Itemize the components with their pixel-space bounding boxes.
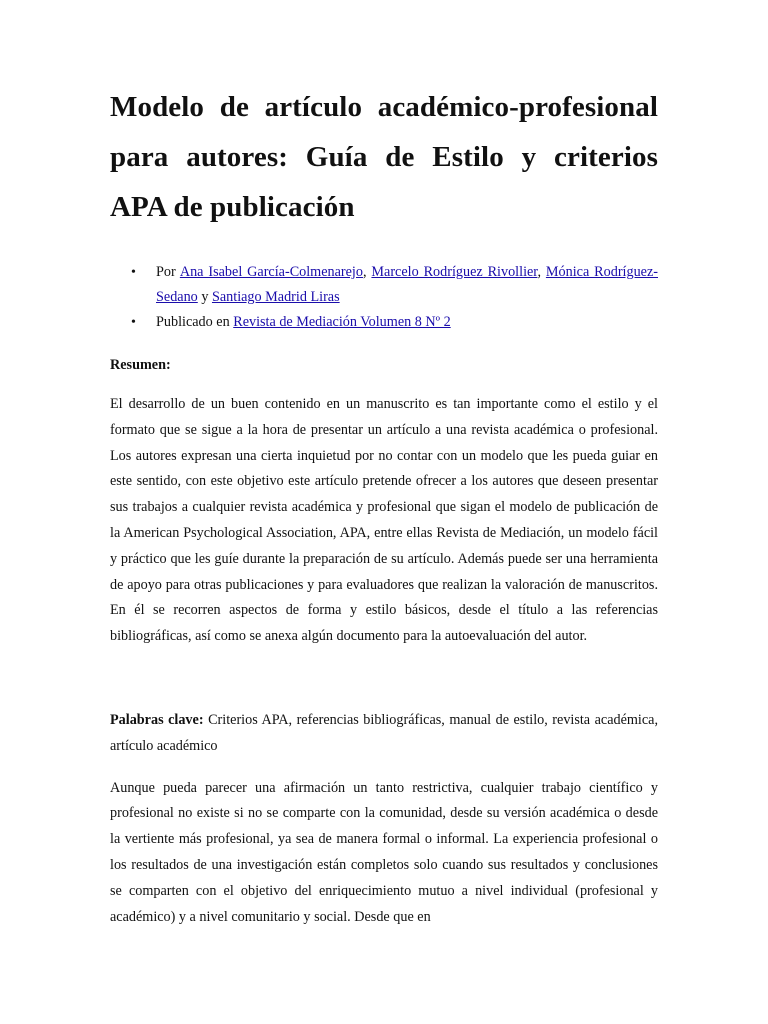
- author-link-3[interactable]: Mónica Rodríguez-Sedano: [156, 264, 658, 305]
- abstract-heading: Resumen:: [110, 357, 171, 373]
- authors-conjunction: y: [201, 289, 209, 305]
- keywords-label: Palabras clave:: [110, 711, 204, 728]
- abstract-paragraph: El desarrollo de un buen contenido en un manuscrito es tan importante como el estilo y el formato que se sigue a la hora de presentar un artículo a una revista académica o profesional. Los autores expresan una cierta inquietud por no contar con un modelo que les pueda guiar en este sentido, con este objetivo este artículo pretende ofrecer a los autores que deseen presentar sus trabajos a cualquier revista académica y profesional que sigan el modelo de publicación de la American Psychological Association, APA, entre ellas Revista de Mediación, un modelo fácil y práctico que les guíe durante la preparación de su artículo. Además puede ser una herramienta de apoyo para otras publicaciones y para evaluadores que realizan la valoración de manuscritos. En él se recorren aspectos de forma y estilo básicos, desde el título a las referencias bibliográficas, así como se anexa algún documento para la autoevaluación del autor.: [110, 396, 658, 645]
- author-link-1[interactable]: Ana Isabel García-Colmenarejo: [179, 264, 363, 280]
- authors-prefix: Por: [156, 264, 176, 280]
- body-paragraph: Aunque pueda parecer una afirmación un tanto restrictiva, cualquier trabajo científico y profesional no existe si no se comparte con la comunidad, desde su versión académica o desde la vertiente más profesional, ya sea de manera formal o informal. La experiencia profesional o los resultados de una investigación están completos solo cuando sus resultados y conclusiones se comparten con el objetivo del enriquecimiento mutuo a nivel individual (profesional y académico) y a nivel comunitario y social. Desde que en: [110, 779, 658, 925]
- authors-separator: ,: [537, 264, 542, 280]
- article-meta-list: [110, 260, 658, 335]
- authors-list-item: [131, 260, 658, 310]
- bullet-icon: •: [131, 315, 136, 330]
- document-page: [110, 82, 658, 930]
- keywords-text: Criterios APA, referencias bibliográficas, manual de estilo, revista académica, artículo académico: [110, 711, 659, 754]
- authors-separator: ,: [362, 264, 367, 280]
- author-link-2[interactable]: Marcelo Rodríguez Rivollier: [371, 264, 538, 280]
- journal-link[interactable]: Revista de Mediación Volumen 8 Nº 2: [233, 314, 451, 330]
- bullet-icon: •: [131, 265, 136, 280]
- author-link-4[interactable]: Santiago Madrid Liras: [211, 289, 340, 305]
- published-list-item: [131, 310, 658, 335]
- article-title: Modelo de artículo académico-profesional para autores: Guía de Estilo y criterios APA de publicación: [110, 91, 658, 223]
- keywords-paragraph: [110, 708, 658, 760]
- published-prefix: Publicado en: [156, 314, 230, 330]
